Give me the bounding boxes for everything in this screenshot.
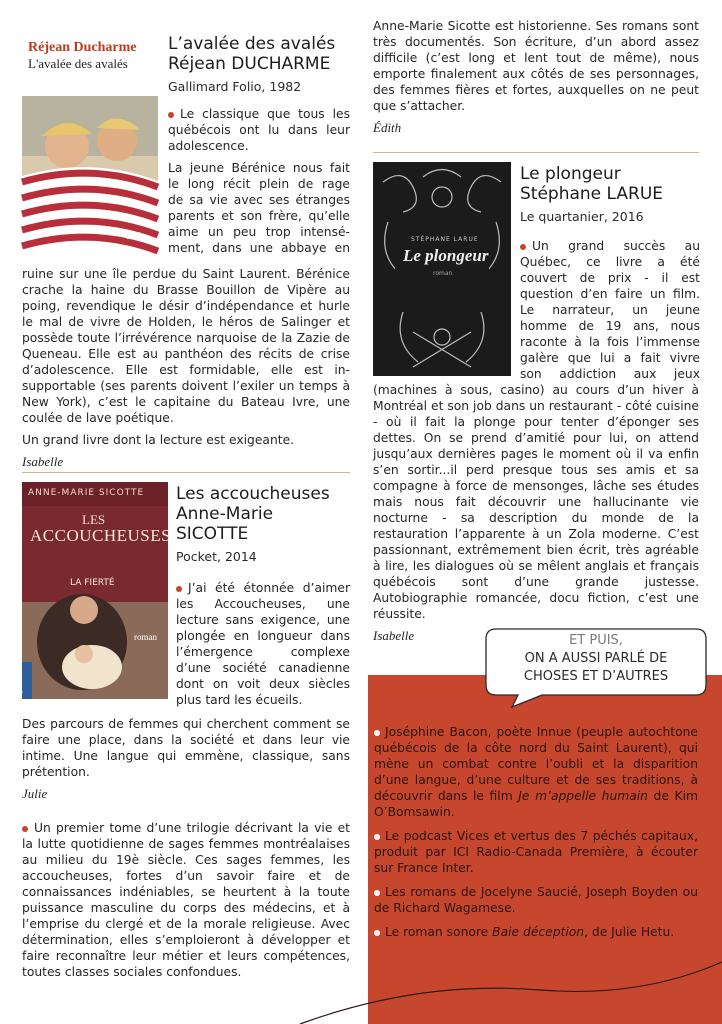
bullet-icon (22, 826, 28, 832)
book3-signature: Isabelle (373, 628, 415, 643)
book1-review-intro: Le classique que tous les québécois ont lu dans leur adolescence. La jeune Bérénice nous fait le long récit plein de rage de sa vie avec ses étranges parents et son frère, qu’elle aime un peu trop intensé- ment, dans une abbaye en (168, 107, 350, 255)
extras-item-3: Les romans de Jocelyne Saucié, Joseph Boyden ou de Richard Wagamese. (374, 885, 698, 915)
col2-top-signature: Édith (373, 120, 402, 135)
divider (373, 152, 699, 153)
book3-cover-image (373, 162, 511, 376)
book3-cover-title: Le plongeur (403, 246, 489, 265)
book2-cover-title-1: LES (82, 512, 106, 527)
book3-title: Le plongeur (520, 164, 621, 184)
bubble-line-2: ON A AUSSI PARLÉ DE (524, 651, 668, 666)
book3-review-intro: Un grand succès au Québec, ce livre a été couvert de prix - il est question d’en faire un film. Le narrateur, un jeune homme de 19 ans, nous raconte à la fois l’immense galère que lui a fait vivre son addiction aux jeux (520, 239, 700, 381)
bullet-icon (168, 112, 174, 118)
extras-item-1: Joséphine Bacon, poète Innue (peuple autochtone québécois de la côte nord du Saint Laurent), qui mène un combat contre l’oubli et la disparition d’une langue, d’une culture et de ses traditions, à découvrir dans le film Je m’appelle humain de Kim O’Bomsawin. (374, 725, 698, 819)
book2-signature: Julie (22, 786, 48, 801)
book1-review-body: ruine sur une île perdue du Saint Laurent. Bérénice crache la haine du Brasse Bouillon de Vipère au poing, revendique le désir d’indépendance et hurle le mal de vivre de Holden, le héros de Salinger et possède toute l’irrévérence narquoise de la Zazie de Queneau. Elle est au panthéon des récits de crise d’adolescence. Elle est formidable, elle est in-supportable (ses parents doivent l’exiler un temps à New York), c’est le capitaine du Bateau Ivre, une coulée de lave poétique. (22, 267, 350, 425)
bubble-line-3: CHOSES ET D’AUTRES (523, 669, 669, 684)
book3-author: Stéphane LARUE (520, 184, 664, 204)
book2-author-last: SICOTTE (176, 524, 249, 544)
divider (22, 472, 350, 473)
bullet-icon (374, 930, 380, 936)
book2-cover-genre: roman (134, 632, 157, 642)
book1-title: L’avalée des avalés (168, 34, 336, 54)
book1-cover-author: Réjean Ducharme (28, 40, 137, 55)
bullet-icon (374, 730, 380, 736)
book2-title: Les accoucheuses (176, 484, 330, 504)
book2-cover-subtitle: LA FIERTÉ (70, 578, 115, 588)
bubble-line-1: ET PUIS, (569, 633, 623, 648)
book1-cover-publisher: folio (126, 230, 147, 242)
book3-cover-genre: roman (433, 270, 453, 277)
book2-publisher: Pocket, 2014 (176, 549, 257, 564)
book2-cover-title-2: ACCOUCHEUSES (30, 526, 172, 545)
extras-item-4: Le roman sonore Baie déception, de Julie Hetu. (374, 924, 698, 940)
book2-review-continued: Anne-Marie Sicotte est historienne. Ses romans sont très documentés. Son écriture, d’un abord assez difficile (c’est long et lent tout de même), nous emporte finalement aux côtés de ses personnages, des femmes fières et fortes, auxquelles on ne peut que s’attacher. (373, 19, 699, 113)
extras-item-2: Le podcast Vices et vertus des 7 péchés capitaux, produit par ICI Radio-Canada Première, à écouter sur France Inter. (374, 829, 698, 875)
book2-second-review: Un premier tome d’une trilogie décrivant la vie et la lutte quotidienne de sages femmes montréalaises au milieu du 19è siècle. Ces sages femmes, les accoucheuses, fortes d’un savoir faire et de connaissances indéniables, se heurtent à la toute puissance masculine du corps des médecins, et à l’emprise du clergé et de la morale religieuse. Avec détermination, elles s’emploieront à développer et faire reconnaître leur métier et leurs compétences, toutes classes sociales confondues. (22, 821, 350, 979)
bullet-icon (176, 586, 182, 592)
book2-review-intro: J’ai été étonnée d’aimer les Accoucheuses, une lecture sans exigence, une plongée en longueur dans l’émergence complexe d’une société canadienne dont on voit deux siècles plus tard les écueils. (176, 581, 350, 707)
book2-cover-image (15, 482, 172, 699)
book1-author: Réjean DUCHARME (168, 54, 331, 74)
bullet-icon (374, 834, 380, 840)
decorative-curve (300, 960, 722, 1024)
book2-cover-author: ANNE-MARIE SICOTTE (28, 488, 145, 498)
book2-review-body: Des parcours de femmes qui cherchent comment se faire une place, dans la société et dans leur vie intime. Une langue qui emmène, classique, sans prétention. (22, 717, 350, 779)
book1-cover-image (22, 96, 158, 248)
book1-signature: Isabelle (22, 454, 64, 469)
book1-conclusion: Un grand livre dont la lecture est exigeante. (22, 433, 295, 447)
book3-cover-author: STÉPHANE LARUE (411, 236, 479, 243)
book1-publisher: Gallimard Folio, 1982 (168, 79, 302, 94)
speech-bubble-text (482, 632, 710, 686)
bullet-icon (520, 244, 526, 250)
extras-list (374, 724, 698, 948)
book1-cover-title: L'avalée des avalés (28, 56, 128, 71)
book2-author-first: Anne-Marie (176, 504, 274, 524)
book3-review-body: (machines à sous, casino) au cours d’un hiver à Montréal et son job dans un restaurant - côté cuisine - où il fait la plonge pour tenter d’éponger ses dettes. On se prend d’amitié pour lui, on attend jusqu’aux dernières pages le moment où il va enfin s’en sortir...il perd presque tous ses amis et sa compagne à force de mensonges, lâche ses études mais nous fait découvrir une hallucinante vie nocturne - sa description du monde de la restauration l’apparente à un Zola moderne. C’est passionnant, extrêmement bien écrit, très agréable à lire, les dialogues où se mêlent anglais et français québécois sont d’une grande justesse. Autobiographie romancée, docu fiction, c’est une réussite. (373, 383, 699, 621)
book2-cover-publisher: pocket (15, 669, 24, 693)
book3-publisher: Le quartanier, 2016 (520, 209, 644, 224)
bullet-icon (374, 890, 380, 896)
